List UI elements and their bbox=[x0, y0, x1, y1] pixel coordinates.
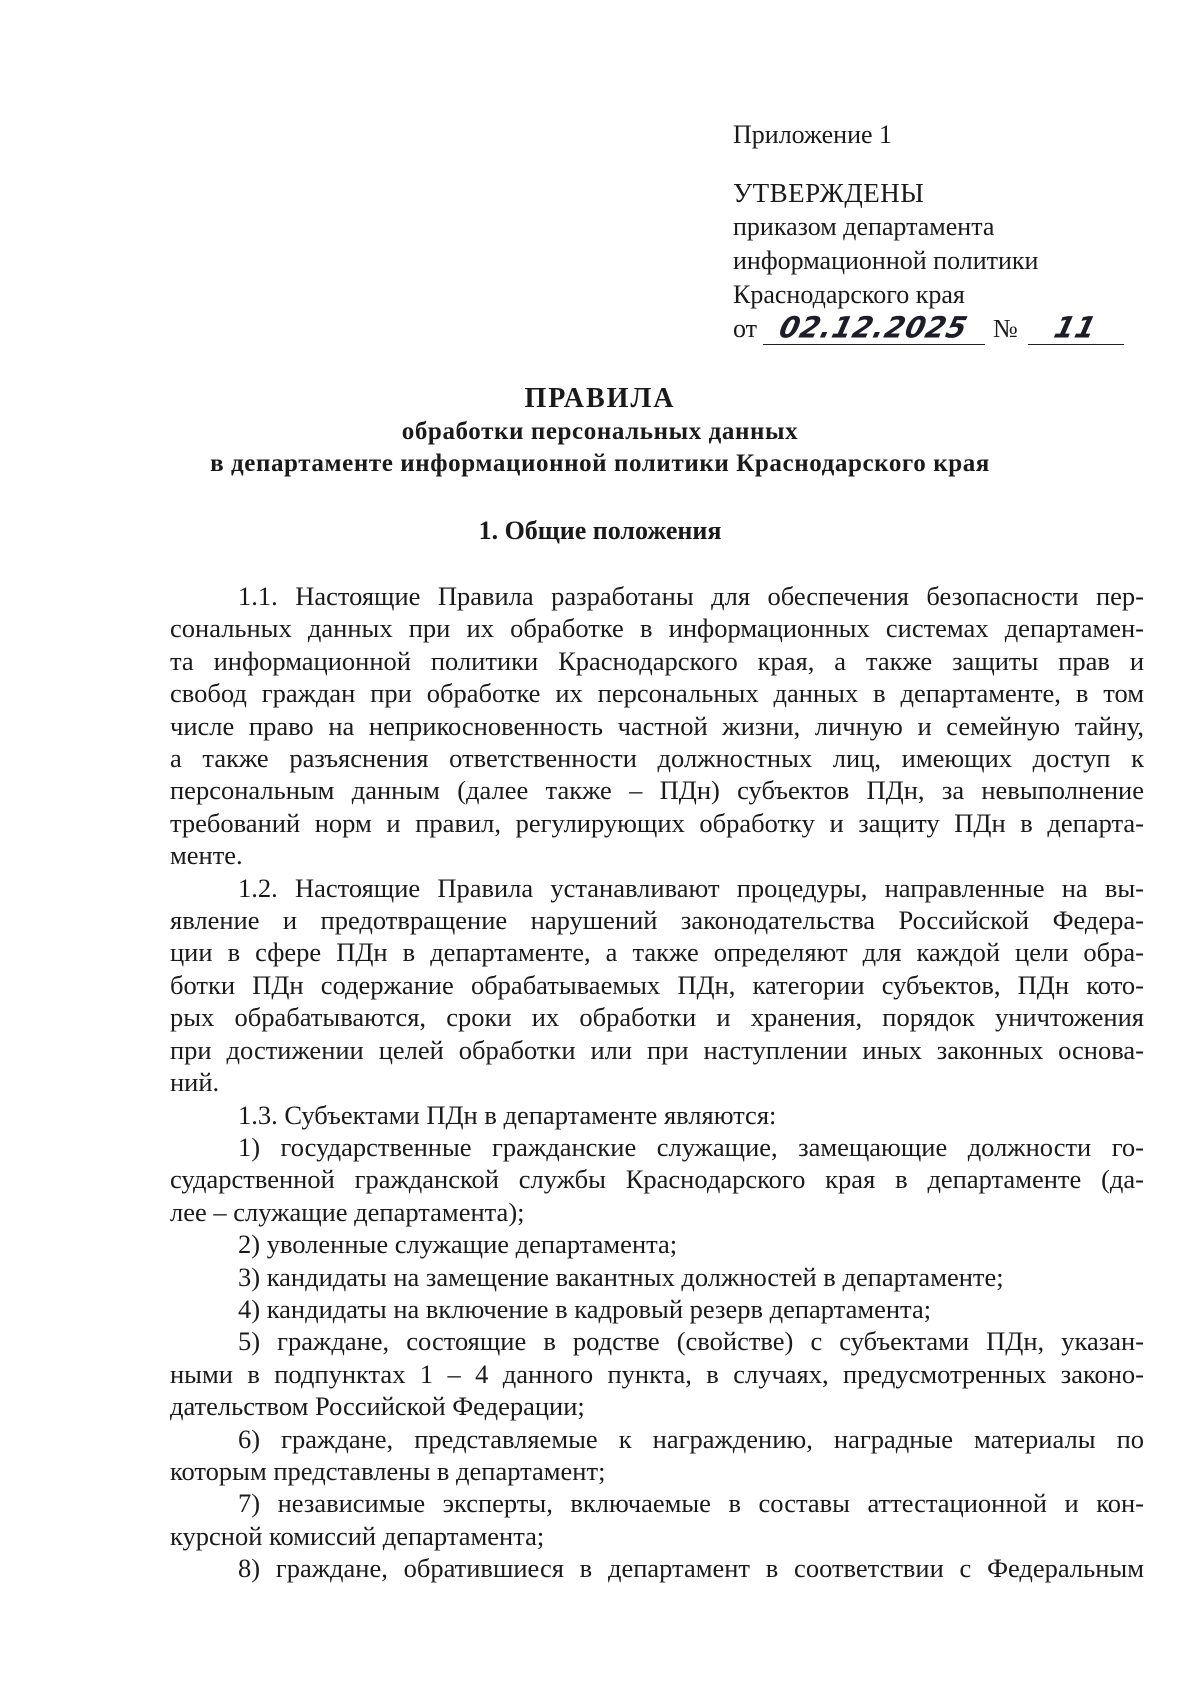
text-line: 8) граждане, обратившиеся в департамент в соответствии с Федеральным bbox=[238, 1553, 1144, 1584]
text-line: курсной комиссий департамента; bbox=[170, 1520, 545, 1551]
text-line: сударственной гражданской службы Краснодарского края в департаменте (да- bbox=[170, 1164, 1144, 1195]
text-line: требований норм и правил, регулирующих обработку и защиту ПДн в департа- bbox=[170, 807, 1144, 838]
text-line: при достижении целей обработки или при наступлении иных законных основа- bbox=[170, 1034, 1144, 1065]
text-line: сональных данных при их обработке в информационных системах департамен- bbox=[170, 613, 1144, 644]
number-sign: № bbox=[993, 314, 1018, 343]
text-line: 4) кандидаты на включение в кадровый резерв департамента; bbox=[238, 1293, 932, 1324]
text-line: та информационной политики Краснодарского края, а также защиты прав и bbox=[170, 645, 1144, 676]
text-line: менте. bbox=[170, 840, 243, 871]
document-subtitle-1: обработки персональных данных bbox=[401, 418, 799, 445]
document-title-block bbox=[0, 382, 1200, 480]
text-line: 2) уволенные служащие департамента; bbox=[238, 1229, 678, 1260]
text-line: ции в сфере ПДн в департаменте, а также определяют для каждой цели обра- bbox=[170, 937, 1144, 968]
approval-line-3: Краснодарского края bbox=[733, 280, 965, 309]
section-body bbox=[170, 580, 1144, 1585]
text-line: рых обрабатываются, сроки их обработки и хранения, порядок уничтожения bbox=[170, 1002, 1144, 1033]
paragraph-item6 bbox=[170, 1423, 1144, 1488]
text-line: ботки ПДн содержание обрабатываемых ПДн, категории субъектов, ПДн кото- bbox=[170, 969, 1144, 1000]
text-line: а также разъяснения ответственности должностных лиц, имеющих доступ к bbox=[170, 743, 1144, 774]
text-line: числе право на неприкосновенность частной жизни, личную и семейную тайну, bbox=[170, 710, 1144, 741]
text-line: персональным данным (далее также – ПДн) субъектов ПДн, за невыполнение bbox=[170, 775, 1144, 806]
document-subtitle-2: в департаменте информационной политики Краснодарского края bbox=[210, 450, 990, 477]
text-line: ными в подпунктах 1 – 4 данного пункта, в случаях, предусмотренных законо- bbox=[170, 1358, 1144, 1389]
paragraph-item5 bbox=[170, 1325, 1144, 1422]
order-date-line bbox=[733, 312, 1153, 346]
approval-line-1: приказом департамента bbox=[733, 212, 995, 241]
appendix-label: Приложение 1 bbox=[733, 120, 893, 149]
paragraph-item8 bbox=[170, 1552, 1144, 1584]
text-line: 1.1. Настоящие Правила разработаны для обеспечения безопасности пер- bbox=[238, 581, 1144, 611]
paragraph-p1-3 bbox=[170, 1099, 1144, 1131]
handwritten-number: 11 bbox=[1028, 314, 1124, 345]
text-line: явление и предотвращение нарушений законодательства Российской Федера- bbox=[170, 905, 1144, 936]
text-line: дательством Российской Федерации; bbox=[170, 1391, 585, 1422]
approval-block bbox=[733, 118, 1153, 346]
approval-line-2: информационной политики bbox=[733, 246, 1039, 275]
text-line: 1.3. Субъектами ПДн в департаменте являются: bbox=[238, 1099, 777, 1130]
text-line: 5) граждане, состоящие в родстве (свойстве) с субъектами ПДн, указан- bbox=[238, 1326, 1144, 1357]
section-heading: 1. Общие положения bbox=[478, 516, 722, 545]
text-line: ний. bbox=[170, 1067, 220, 1098]
paragraph-item7 bbox=[170, 1487, 1144, 1552]
text-line: 6) граждане, представляемые к награждению, наградные материалы по bbox=[238, 1423, 1144, 1454]
text-line: 3) кандидаты на замещение вакантных должностей в департаменте; bbox=[238, 1261, 1004, 1292]
approved-heading: УТВЕРЖДЕНЫ bbox=[733, 178, 925, 208]
paragraph-item1 bbox=[170, 1131, 1144, 1228]
document-title: ПРАВИЛА bbox=[524, 383, 676, 414]
handwritten-date: 02.12.2025 bbox=[763, 314, 985, 345]
paragraph-item2 bbox=[170, 1228, 1144, 1260]
text-line: 1) государственные гражданские служащие, замещающие должности го- bbox=[238, 1131, 1144, 1162]
text-line: которым представлены в департамент; bbox=[170, 1455, 606, 1486]
paragraph-p1-2 bbox=[170, 872, 1144, 1099]
text-line: лее – служащие департамента); bbox=[170, 1196, 525, 1227]
text-line: свобод граждан при обработке их персональных данных в департаменте, в том bbox=[170, 678, 1144, 709]
paragraph-item4 bbox=[170, 1293, 1144, 1325]
paragraph-p1-1 bbox=[170, 580, 1144, 872]
from-label: от bbox=[733, 314, 758, 343]
paragraph-item3 bbox=[170, 1261, 1144, 1293]
text-line: 7) независимые эксперты, включаемые в составы аттестационной и кон- bbox=[238, 1488, 1144, 1519]
text-line: 1.2. Настоящие Правила устанавливают процедуры, направленные на вы- bbox=[238, 872, 1144, 903]
